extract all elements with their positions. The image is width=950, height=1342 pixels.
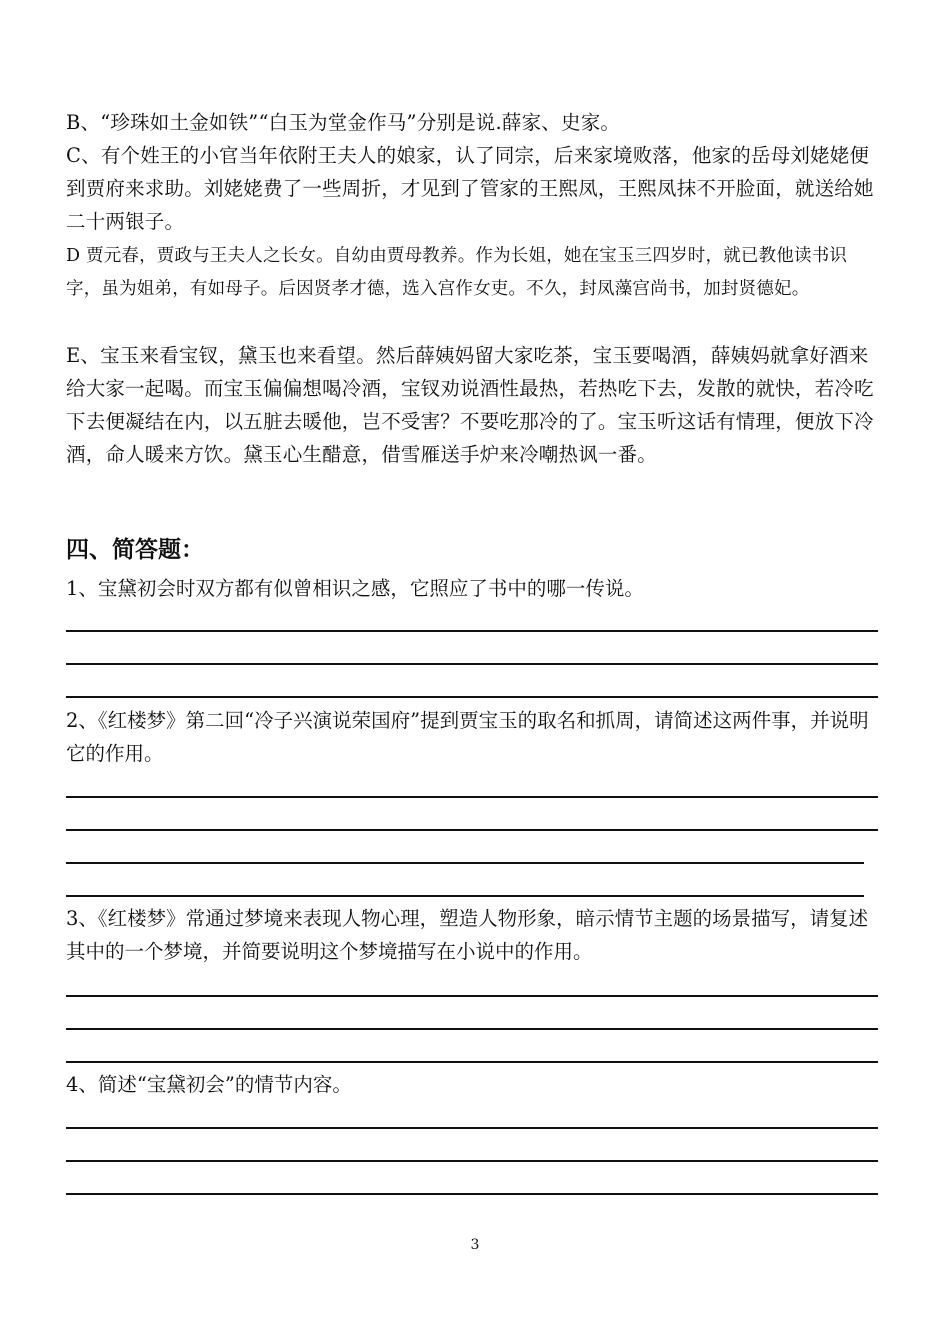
answer-line (66, 1028, 878, 1030)
answer-line (66, 1061, 878, 1063)
answer-line (66, 995, 878, 997)
answer-line (66, 1127, 878, 1129)
question-4: 4、简述“宝黛初会”的情节内容。 (66, 1073, 352, 1096)
answer-line (66, 1193, 878, 1195)
answer-line (66, 862, 864, 864)
option-d: D 贾元春，贾政与王夫人之长女。自幼由贾母教养。作为长姐，她在宝玉三四岁时，就已教他读书识字，虽为姐弟，有如母子。后因贤孝才德，选入宫作女吏。不久，封凤藻宫尚书，加封贤德妃。 (66, 246, 848, 299)
answer-line (66, 663, 878, 665)
question-3: 3、《红楼梦》常通过梦境来表现人物心理，塑造人物形象，暗示情节主题的场景描写，请复述其中的一个梦境，并简要说明这个梦境描写在小说中的作用。 (66, 907, 869, 963)
answer-line (66, 895, 864, 897)
option-c: C、有个姓王的小官当年依附王夫人的娘家，认了同宗，后来家境败落，他家的岳母刘姥姥便到贾府来求助。刘姥姥费了一些周折，才见到了管家的王熙凤，王熙凤抹不开脸面，就送给她二十两银子。 (66, 144, 874, 233)
option-b: B、“珍珠如土金如铁”“白玉为堂金作马”分别是说.薛家、史家。 (66, 111, 621, 134)
answer-line (66, 796, 878, 798)
answer-line (66, 1160, 878, 1162)
section-title: 四、简答题： (66, 536, 204, 563)
question-1: 1、宝黛初会时双方都有似曾相识之感，它照应了书中的哪一传说。 (66, 577, 644, 600)
answer-line (66, 630, 878, 632)
answer-line (66, 829, 878, 831)
option-e: E、宝玉来看宝钗，黛玉也来看望。然后薛姨妈留大家吃茶，宝玉要喝酒，薛姨妈就拿好酒来给大家一起喝。而宝玉偏偏想喝冷酒，宝钗劝说酒性最热，若热吃下去，发散的就快，若冷吃下去便凝结在内，以五脏去暖他，岂不受害？不要吃那冷的了。宝玉听这话有情理，便放下冷酒，命人暖来方饮。黛玉心生醋意，借雪雁送手炉来冷嘲热讽一番。 (66, 344, 874, 466)
question-2: 2、《红楼梦》第二回“冷子兴演说荣国府”提到贾宝玉的取名和抓周，请简述这两件事，并说明它的作用。 (66, 709, 869, 765)
answer-line (66, 696, 878, 698)
page-number: 3 (470, 1237, 480, 1253)
